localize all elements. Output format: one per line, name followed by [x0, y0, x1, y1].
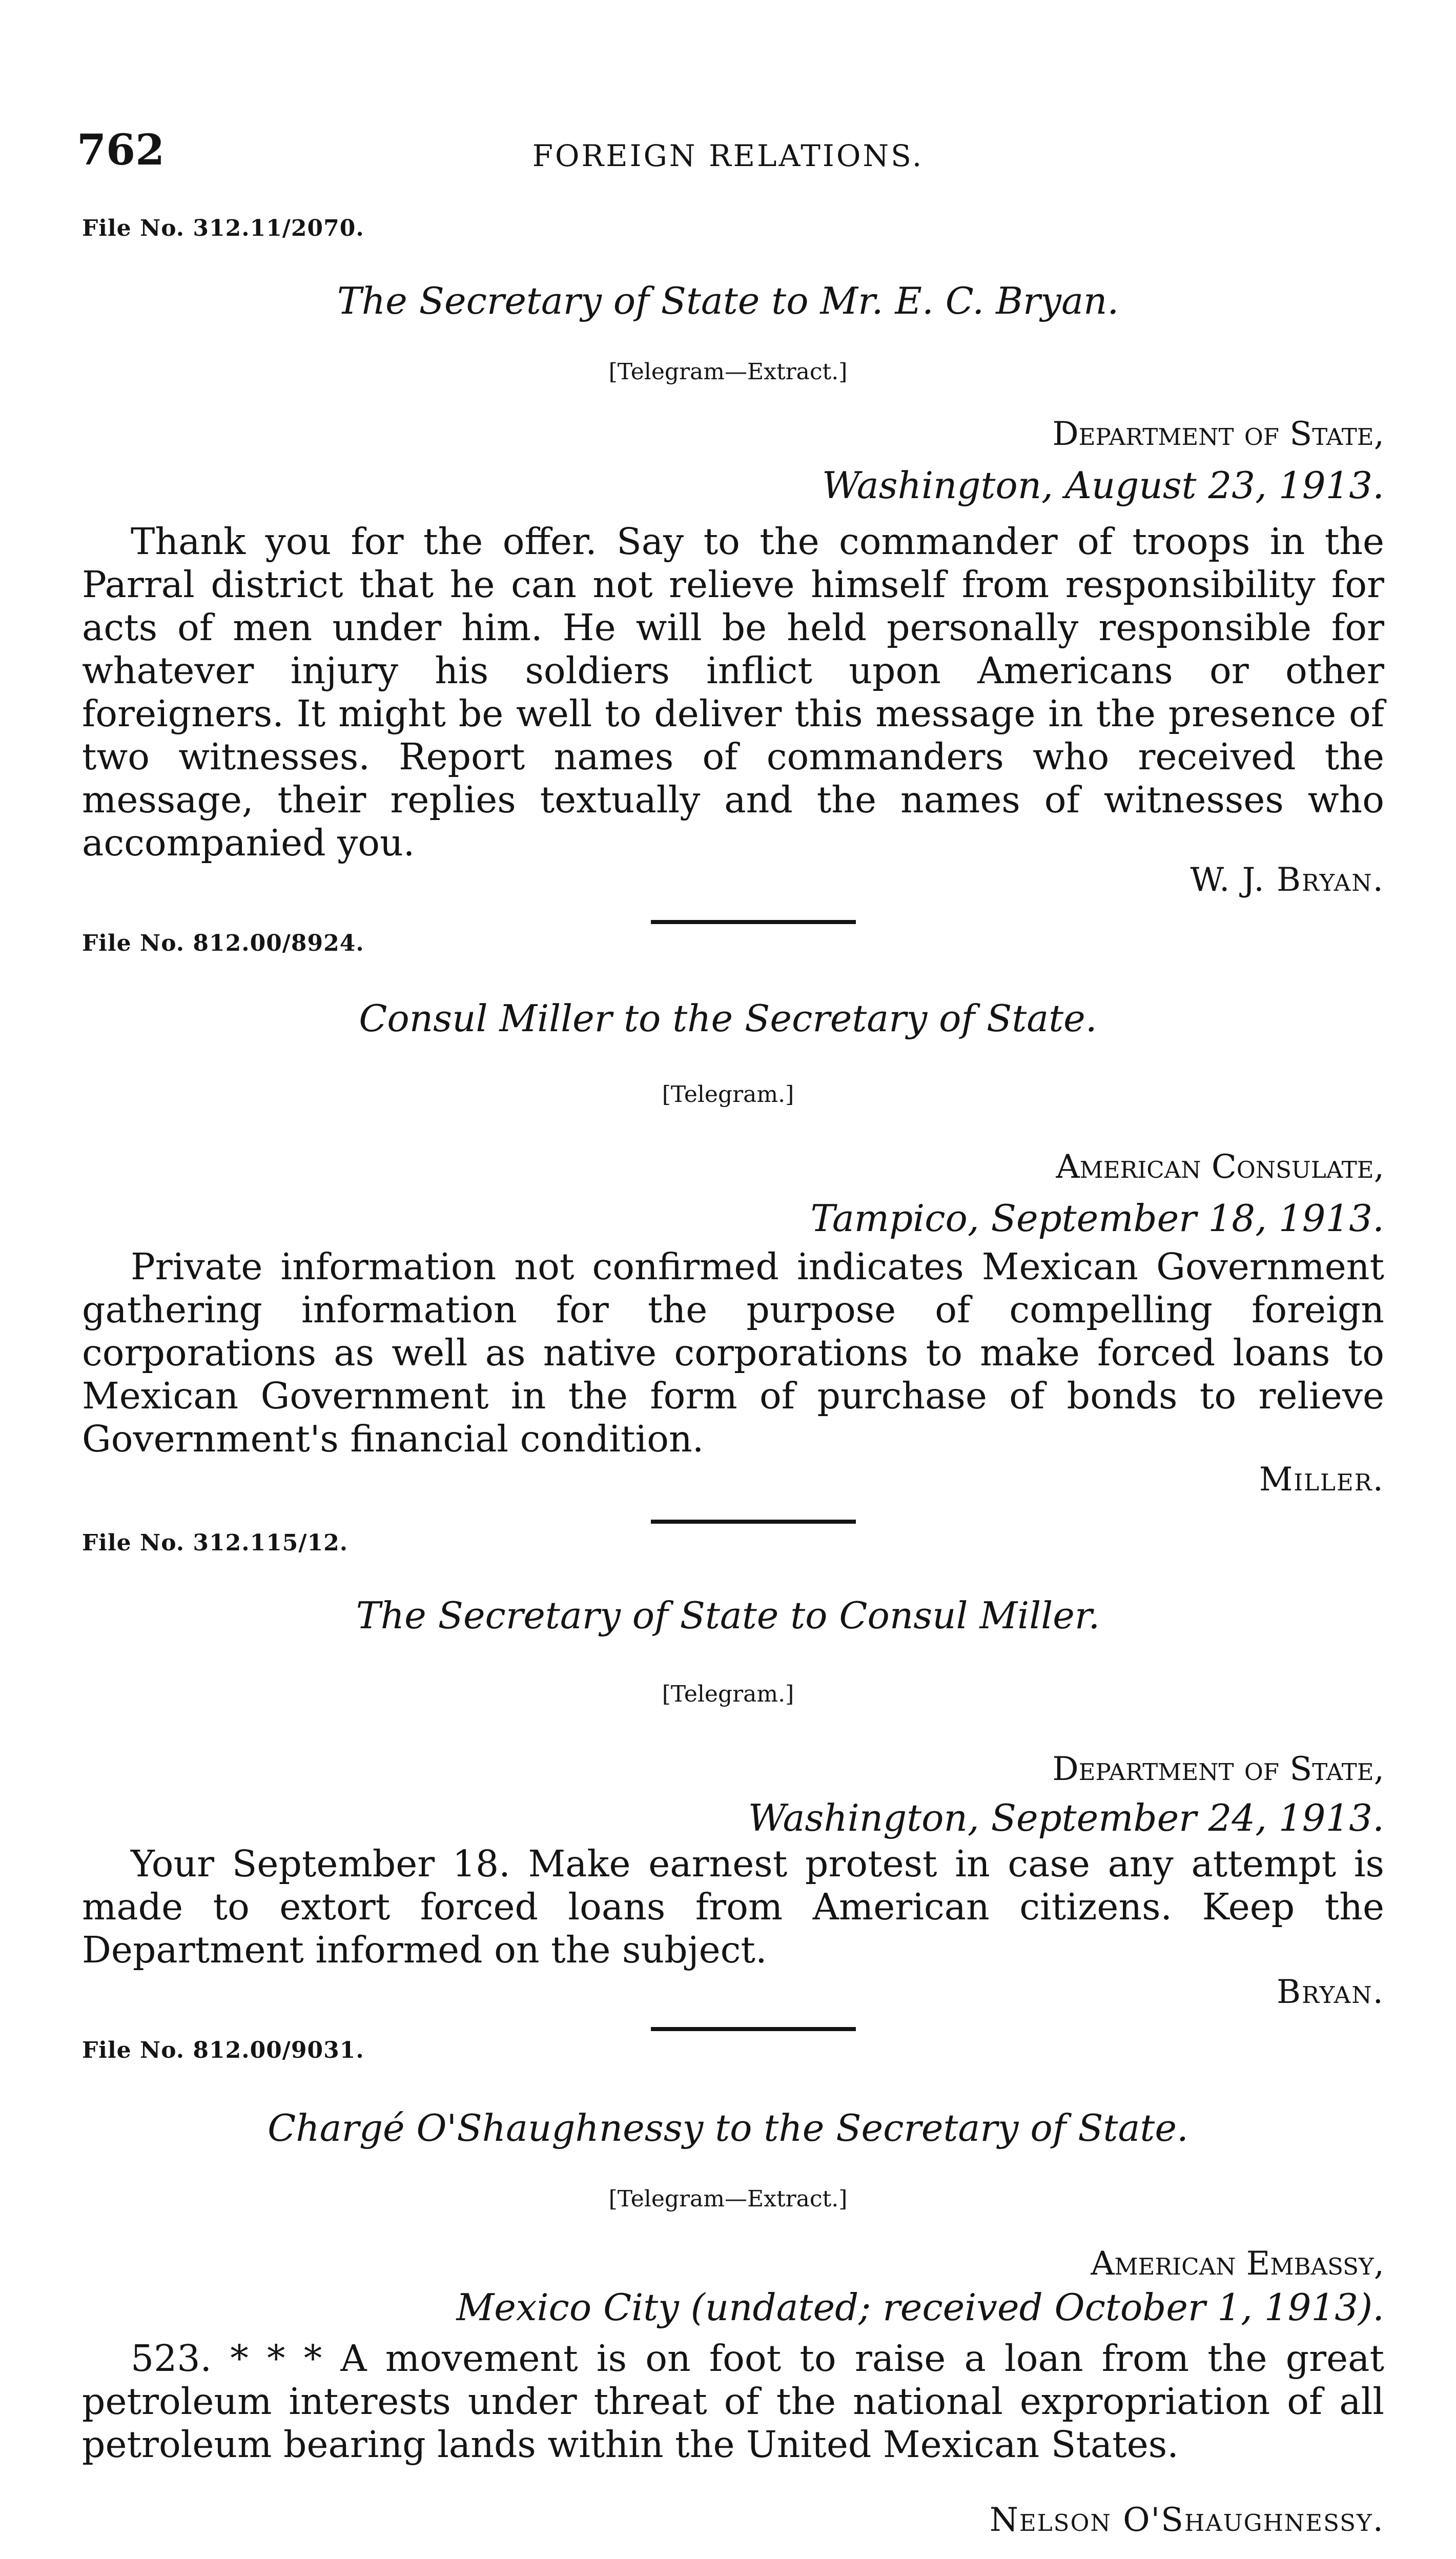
- file-number: File No. 812.00/9031.: [82, 2037, 364, 2063]
- body-text: Your September 18. Make earnest protest in case any attempt is made to extort forced loans from American citizens. Keep the Department informed on the subject.: [82, 1843, 1384, 1971]
- signature: Nelson O'Shaughnessy.: [989, 2501, 1384, 2539]
- signature: Miller.: [1259, 1461, 1384, 1499]
- document-note: [Telegram.]: [662, 1081, 794, 1108]
- file-number: File No. 312.115/12.: [82, 1530, 348, 1556]
- document-heading: The Secretary of State to Mr. E. C. Bryan.: [337, 279, 1119, 322]
- document-note: [Telegram.]: [662, 1681, 794, 1707]
- section-divider: [651, 920, 856, 924]
- body-text: Thank you for the offer. Say to the commander of troops in the Parral district that he can not relieve himself from responsibility for acts of men under him. He will be held personally responsible for whatever injury his soldiers inflict upon Americans or other foreigners. It might be well to deliver this message in the presence of two witnesses. Report names of commanders who received the message, their replies textually and the names of witnesses who accompanied you.: [82, 520, 1384, 864]
- running-head: [77, 126, 1379, 182]
- document-note: [Telegram—Extract.]: [608, 359, 848, 385]
- document-heading: Consul Miller to the Secretary of State.: [359, 997, 1097, 1040]
- body-text: 523. * * * A movement is on foot to raise a loan from the great petroleum interests under threat of the national expropriation of all petroleum bearing lands within the United Mexican States.: [82, 2337, 1384, 2466]
- file-number: File No. 312.11/2070.: [82, 215, 364, 241]
- sender-place: American Embassy,: [1091, 2245, 1384, 2283]
- sender-place: Department of State,: [1052, 1750, 1384, 1788]
- body-text: Private information not confirmed indicates Mexican Government gathering information for the purpose of compelling foreign corporations as well as native corporations to make forced loans to Mexican Government in the form of purchase of bonds to relieve Government's financial condition.: [82, 1245, 1384, 1460]
- signature: W. J. Bryan.: [1190, 861, 1384, 899]
- document-heading: Chargé O'Shaughnessy to the Secretary of State.: [268, 2106, 1188, 2149]
- dateline: Washington, August 23, 1913.: [822, 464, 1384, 507]
- running-title: FOREIGN RELATIONS.: [532, 138, 924, 173]
- document-heading: The Secretary of State to Consul Miller.: [356, 1594, 1100, 1637]
- dateline: Washington, September 24, 1913.: [748, 1796, 1384, 1839]
- section-divider: [651, 1520, 856, 1524]
- file-number: File No. 812.00/8924.: [82, 930, 364, 956]
- sender-place: American Consulate,: [1056, 1148, 1384, 1186]
- signature: Bryan.: [1277, 1973, 1384, 2011]
- document-note: [Telegram—Extract.]: [608, 2186, 848, 2212]
- dateline: Tampico, September 18, 1913.: [810, 1197, 1384, 1240]
- sender-place: Department of State,: [1052, 415, 1384, 453]
- page-number: 762: [77, 126, 165, 175]
- dateline: Mexico City (undated; received October 1, 1913).: [456, 2286, 1384, 2329]
- section-divider: [651, 2027, 856, 2031]
